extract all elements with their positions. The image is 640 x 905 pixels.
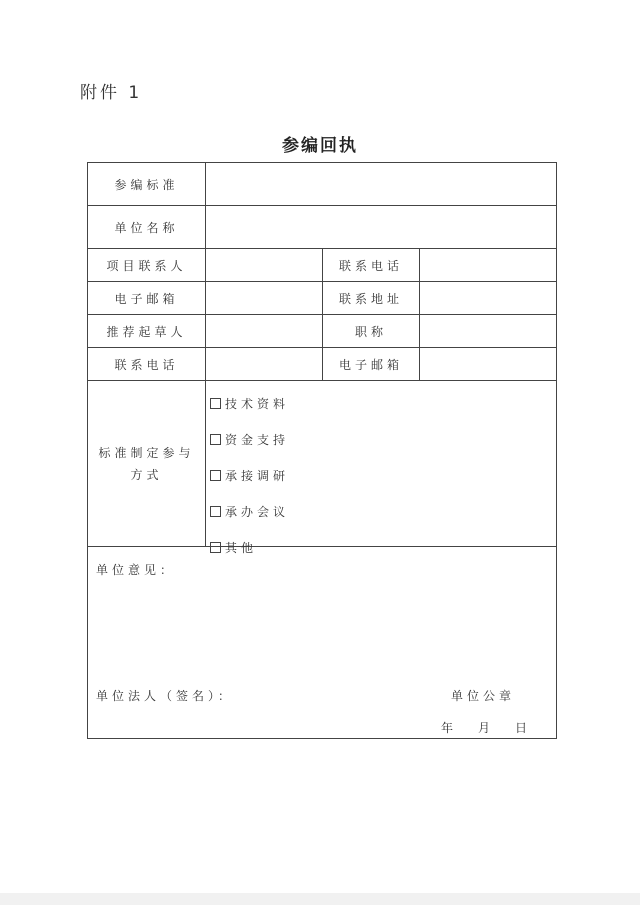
checkbox-icon[interactable]: [210, 542, 221, 553]
page-title: 参编回执: [282, 136, 358, 156]
label-participation-line-1: 标准制定参与: [98, 445, 195, 460]
field-email-2[interactable]: [420, 348, 556, 380]
attachment-label: 附件 1: [80, 83, 143, 103]
date-year: 年: [441, 721, 458, 735]
row-participation: [88, 381, 556, 555]
option-research[interactable]: 承接调研: [210, 457, 289, 493]
option-technical-materials[interactable]: 技术资料: [210, 385, 289, 421]
field-email[interactable]: [206, 282, 322, 314]
field-unit-name[interactable]: [206, 206, 556, 248]
label-contact-phone: 联系电话: [338, 258, 403, 273]
field-contact-phone[interactable]: [420, 249, 556, 281]
field-address[interactable]: [420, 282, 556, 314]
checkbox-icon[interactable]: [210, 434, 221, 445]
checkbox-icon[interactable]: [210, 506, 221, 517]
field-standard[interactable]: [206, 163, 556, 205]
option-funding[interactable]: 资金支持: [210, 421, 289, 457]
label-participation: [88, 381, 205, 546]
date-day: 日: [515, 721, 532, 735]
field-phone[interactable]: [206, 348, 322, 380]
date-month: 月: [478, 721, 495, 735]
label-participation-line-2: 方式: [130, 467, 163, 482]
row-email: [88, 282, 556, 315]
label-job-title: 职称: [354, 324, 387, 339]
label-address: 联系地址: [338, 291, 403, 306]
label-unit-opinion: 单位意见：: [96, 563, 177, 577]
option-other[interactable]: 其他: [210, 529, 289, 565]
label-email-2: 电子邮箱: [338, 357, 403, 372]
registration-form: [87, 162, 557, 739]
label-phone: 联系电话: [114, 357, 179, 372]
row-contact: [88, 249, 556, 282]
page-footer-strip: [0, 893, 640, 905]
checkbox-icon[interactable]: [210, 470, 221, 481]
field-project-contact[interactable]: [206, 249, 322, 281]
row-phone: [88, 348, 556, 381]
label-project-contact: 项目联系人: [106, 258, 187, 273]
label-drafter: 推荐起草人: [106, 324, 187, 339]
row-standard: [88, 163, 556, 206]
label-legal-person-signature: 单位法人（签名）：: [96, 689, 235, 703]
field-job-title[interactable]: [420, 315, 556, 347]
row-drafter: [88, 315, 556, 348]
option-host-meeting[interactable]: 承办会议: [210, 493, 289, 529]
label-email: 电子邮箱: [114, 291, 179, 306]
checkbox-icon[interactable]: [210, 398, 221, 409]
field-drafter[interactable]: [206, 315, 322, 347]
label-unit-name: 单位名称: [114, 220, 179, 235]
label-standard: 参编标准: [114, 177, 179, 192]
label-unit-seal: 单位公章: [451, 689, 516, 703]
row-unit-name: [88, 206, 556, 249]
participation-options: [210, 385, 289, 565]
